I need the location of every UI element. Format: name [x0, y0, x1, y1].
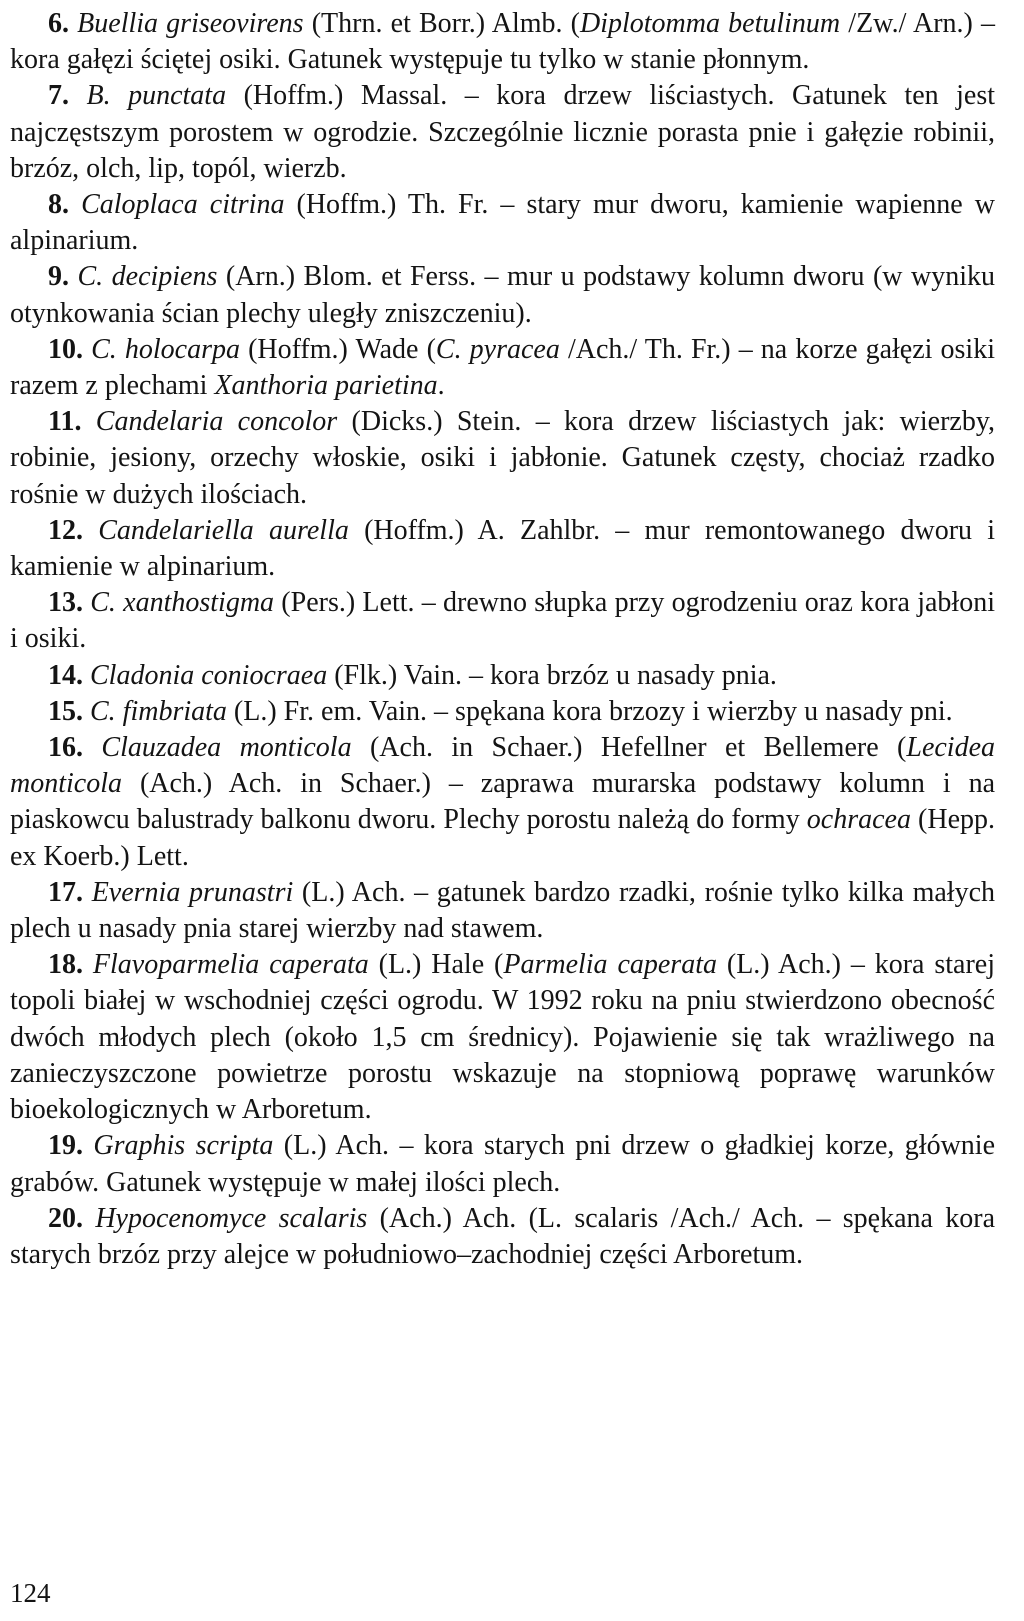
entry-text: (Hoffm.) Th. Fr. – stary mur dworu, kamienie wapienne w alpinarium.: [10, 189, 995, 257]
entry-number: 12.: [48, 514, 83, 546]
species-entry: [10, 875, 995, 947]
entry-text: (Ach.) Ach. (L. scalaris /Ach./ Ach. – spękana kora starych brzóz przy alejce w południowo–zachodniej części Arboretum.: [10, 1202, 996, 1270]
taxon-name: Xanthoria parietina: [214, 370, 438, 402]
entry-text: (L.) Ach. – kora starych pni drzew o gładkiej korze, głównie grabów. Gatunek występuje w małej ilości plech.: [10, 1130, 996, 1198]
entry-text: (Hoffm.) Wade (: [239, 333, 436, 365]
entry-number: 15.: [48, 695, 83, 727]
entry-number: 19.: [48, 1130, 83, 1162]
species-entry: [10, 694, 995, 730]
entry-number: 9.: [48, 261, 69, 293]
entry-text: (Ach.) Ach. in Schaer.) – zaprawa murarska podstawy kolumn i na piaskowcu balustrady balkonu dworu. Plechy porostu należą do formy: [10, 768, 995, 836]
entry-number: 17.: [48, 876, 83, 908]
species-entry: [10, 78, 995, 187]
entry-text: (L.) Fr. em. Vain. – spękana kora brzozy i wierzby u nasady pni.: [226, 695, 953, 727]
species-entry: [10, 332, 995, 404]
entry-text: (Ach. in Schaer.) Hefellner et Bellemere (: [351, 732, 907, 764]
species-entry: [10, 1128, 995, 1200]
taxon-name: Cladonia coniocraea: [90, 659, 328, 691]
taxon-name: Caloplaca citrina: [81, 189, 285, 221]
taxon-name: Hypocenomyce scalaris: [95, 1202, 368, 1234]
taxon-name: Clauzadea monticola: [101, 732, 352, 764]
entry-text: (Hepp. ex Koerb.) Lett.: [10, 804, 995, 872]
species-entry: [10, 1201, 995, 1273]
species-entry: [10, 658, 995, 694]
taxon-name: Candelariella aurella: [98, 514, 349, 546]
taxon-name: Parmelia caperata: [503, 949, 717, 981]
entry-text: /Ach./ Th. Fr.) – na korze gałęzi osiki razem z plechami: [10, 333, 995, 402]
entry-number: 11.: [48, 406, 82, 438]
taxon-name: Candelaria concolor: [95, 406, 338, 438]
taxon-name: Evernia prunastri: [91, 876, 294, 908]
species-entry: [10, 404, 995, 513]
taxon-name: Diplotomma betulinum: [579, 8, 841, 39]
entry-number: 8.: [48, 189, 69, 221]
entry-number: 6.: [48, 8, 69, 39]
species-entry: [10, 947, 995, 1128]
taxon-name: B. punctata: [86, 80, 227, 112]
page-number: 124: [10, 1578, 51, 1608]
entry-text: (Pers.) Lett. – drewno słupka przy ogrodzeniu oraz kora jabłoni i osiki.: [10, 587, 995, 655]
entry-number: 13.: [48, 587, 83, 619]
taxon-name: C. fimbriata: [90, 695, 227, 727]
entry-text: (L.) Ach.) – kora starej topoli białej w wschodniej części ogrodu. W 1992 roku na pniu stwierdzono obecność dwóch młodych plech (około 1,5 cm średnicy). Pojawienie się tak wrażliwego na zanieczyszczone powietrze porostu wskazuje na stopniową poprawę warunków bioekologicznych w Arboretum.: [10, 949, 995, 1126]
taxon-name: C. holocarpa: [91, 333, 240, 365]
species-entry: [10, 187, 995, 259]
species-entry: [10, 730, 995, 875]
entry-number: 10.: [48, 333, 83, 365]
species-entry: [10, 513, 995, 585]
taxon-name: Graphis scripta: [93, 1130, 274, 1162]
entry-text: (Dicks.) Stein. – kora drzew liściastych jak: wierzby, robinie, jesiony, orzechy włoskie, osiki i jabłonie. Gatunek częsty, chociaż rzadko rośnie w dużych ilościach.: [10, 406, 996, 510]
species-entry: [10, 259, 995, 331]
entry-text: (Hoffm.) Massal. – kora drzew liściastych. Gatunek ten jest najczęstszym porostem w ogrodzie. Szczególnie licznie porasta pnie i gałęzie robinii, brzóz, olch, lip, topól, wierzb.: [10, 80, 995, 184]
species-entry: [10, 6, 995, 78]
entry-text: (Arn.) Blom. et Ferss. – mur u podstawy kolumn dworu (w wyniku otynkowania ścian plechy uległy zniszczeniu).: [10, 261, 996, 329]
taxon-name: C. decipiens: [77, 261, 218, 293]
taxon-name: Lecidea monticola: [10, 732, 996, 800]
taxon-name: C. xanthostigma: [90, 587, 275, 619]
entry-text: /Zw./ Arn.) – kora gałęzi ściętej osiki. Gatunek występuje tu tylko w stanie płonnym.: [10, 8, 995, 76]
taxon-name: ochracea: [806, 804, 911, 836]
entry-number: 18.: [48, 949, 83, 981]
entry-text: (Hoffm.) A. Zahlbr. – mur remontowanego dworu i kamienie w alpinarium.: [10, 514, 996, 583]
entry-text: (Flk.) Vain. – kora brzóz u nasady pnia.: [327, 659, 777, 691]
entry-text: (L.) Hale (: [368, 949, 504, 981]
entry-text: .: [437, 370, 445, 402]
document-body: [10, 0, 995, 1273]
entry-text: (L.) Ach. – gatunek bardzo rzadki, rośnie tylko kilka małych plech u nasady pnia starej wierzby nad stawem.: [10, 876, 996, 945]
entry-number: 16.: [48, 732, 83, 764]
entry-number: 20.: [48, 1202, 83, 1234]
species-entry: [10, 585, 995, 657]
taxon-name: Flavoparmelia caperata: [92, 949, 369, 981]
entry-number: 7.: [48, 80, 69, 112]
entry-number: 14.: [48, 659, 83, 691]
taxon-name: Buellia griseovirens: [77, 8, 304, 39]
entry-text: (Thrn. et Borr.) Almb. (: [303, 8, 580, 39]
taxon-name: C. pyracea: [435, 333, 560, 365]
